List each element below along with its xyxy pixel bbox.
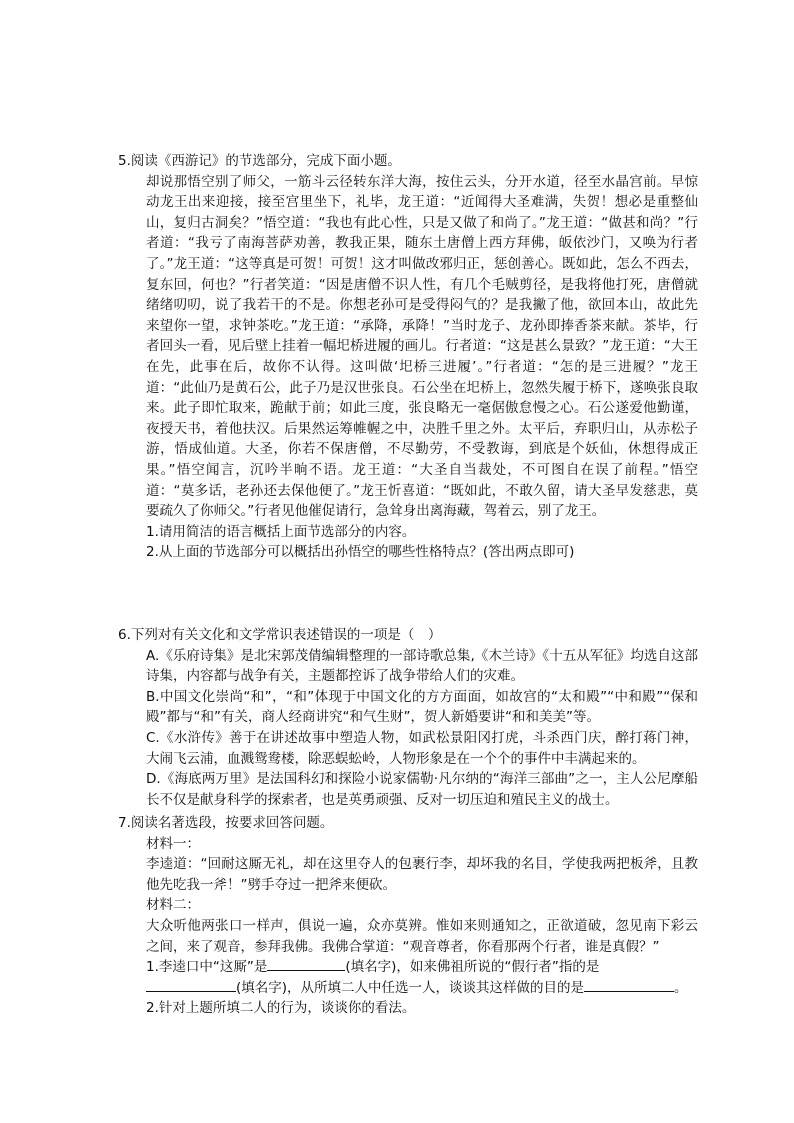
question-7 [118,813,698,1019]
option-d: D.《海底两万里》是法国科幻和探险小说家儒勒·凡尔纳的“海洋三部曲”之一，主人公尼摩船长不仅是献身科学的探索者，也是英勇顽强、反对一切压迫和殖民主义的战士。 [146,771,698,808]
question-7-sub-1 [146,957,698,998]
option-c: C.《水浒传》善于在讲述故事中塑造人物，如武松景阳冈打虎，斗杀西门庆，醉打蒋门神，大闹飞云浦，血溅鸳鸯楼，除恶蜈蚣岭，人物形象是在一个个的事件中丰满起来的。 [146,729,698,767]
option-a: A.《乐府诗集》是北宋郭茂倩编辑整理的一部诗歌总集,《木兰诗》《十五从军征》均选自这部诗集，内容都与战争有关，主题都控诉了战争带给人们的灾难。 [146,647,698,685]
question-5-stem: 5.阅读《西游记》的节选部分，完成下面小题。 [118,153,401,169]
material-1-label: 材料一： [146,835,200,852]
question-5-passage: 却说那悟空别了师父，一筋斗云径转东洋大海，按住云头，分开水道，径至水晶宫前。早惊动龙王出来迎接，接至宫里坐下，礼毕，龙王道：“近闻得大圣难满，失贺！想必是重整仙山，复归古洞矣？”悟空道：“我也有此心性，只是又做了和尚了。”龙王道：“做甚和尚？”行者道：“我亏了南海菩萨劝善，教我正果，随东土唐僧上西方拜佛，皈依沙门，又唤为行者了。”龙王道：“这等真是可贺！可贺！这才叫做改邪归正，惩创善心。既如此，怎么不西去，复东回，何也？”行者笑道：“因是唐僧不识人性，有几个毛贼剪径，是我将他打死，唐僧就绪绪叨叨，说了我若干的不是。你想老孙可是受得闷气的？是我撇了他，欲回本山，故此先来望你一望，求钟茶吃。”龙王道：“承降，承降！”当时龙子、龙孙即捧香茶来献。茶毕，行者回头一看，见后壁上挂着一幅圯桥进履的画儿。行者道：“这是甚么景致？”龙王道：“大王在先，此事在后，故你不认得。这叫做‘圯桥三进履’。”行者道：“怎的是三进履？”龙王道：“此仙乃是黄石公，此子乃是汉世张良。石公坐在圯桥上，忽然失履于桥下，遂唤张良取来。此子即忙取来，跪献于前；如此三度，张良略无一毫倨傲怠慢之心。石公遂爱他勤谨，夜授天书，着他扶汉。后果然运筹帷幄之中，决胜千里之外。太平后，弃职归山，从赤松子游，悟成仙道。大圣，你若不保唐僧，不尽勤劳，不受教诲，到底是个妖仙，休想得成正果。”悟空闻言，沉吟半晌不语。龙王道：“大圣自当裁处，不可图自在误了前程。”悟空道：“莫多话，老孙还去保他便了。”龙王忻喜道：“既如此，不敢久留，请大圣早发慈悲，莫要疏久了你师父。”行者见他催促请行，急耸身出离海藏，驾着云，别了龙王。 [146,173,698,520]
question-7-sub-2: 2.针对上题所填二人的行为，谈谈你的看法。 [146,1000,416,1017]
question-5 [118,151,698,563]
answer-blank-2[interactable] [146,978,236,992]
question-6 [118,625,698,810]
material-2-text: 大众听他两张口一样声，俱说一遍，众亦莫辨。惟如来则通知之，正欲道破，忽见南下彩云之间，来了观音，参拜我佛。我佛合掌道：“观音尊者，你看那两个行者，谁是真假？” [146,917,698,955]
sub-1-part-b: (填名字)，如来佛祖所说的“假行者”指的是 [345,959,600,976]
sub-1-end: 。 [674,979,688,996]
material-1-text: 李逵道：“回耐这厮无礼，却在这里夺人的包裹行李，却坏我的名目，学使我两把板斧，且教他先吃我一斧！”劈手夺过一把斧来便砍。 [146,856,698,893]
question-5-sub-1: 1.请用简洁的语言概括上面节选部分的内容。 [146,523,416,540]
option-b: B.中国文化崇尚“和”，“和”体现于中国文化的方方面面，如故宫的“太和殿”“中和殿”“保和殿”都与“和”有关，商人经商讲究“和气生财”，贺人新婚要讲“和和美美”等。 [146,688,698,726]
question-5-sub-2: 2.从上面的节选部分可以概括出孙悟空的哪些性格特点？(答出两点即可) [146,544,575,561]
sub-1-part-a: 1.李逵口中“这厮”是 [146,959,268,976]
question-7-stem: 7.阅读名著选段，按要求回答问题。 [118,815,334,831]
sub-1-part-c: (填名字)，从所填二人中任选一人，谈谈其这样做的目的是 [236,979,585,996]
answer-blank-1[interactable] [267,957,345,971]
answer-blank-3[interactable] [584,978,674,992]
material-2-label: 材料二： [146,897,200,914]
question-6-stem: 6.下列对有关文化和文学常识表述错误的一项是（ ） [118,627,442,643]
